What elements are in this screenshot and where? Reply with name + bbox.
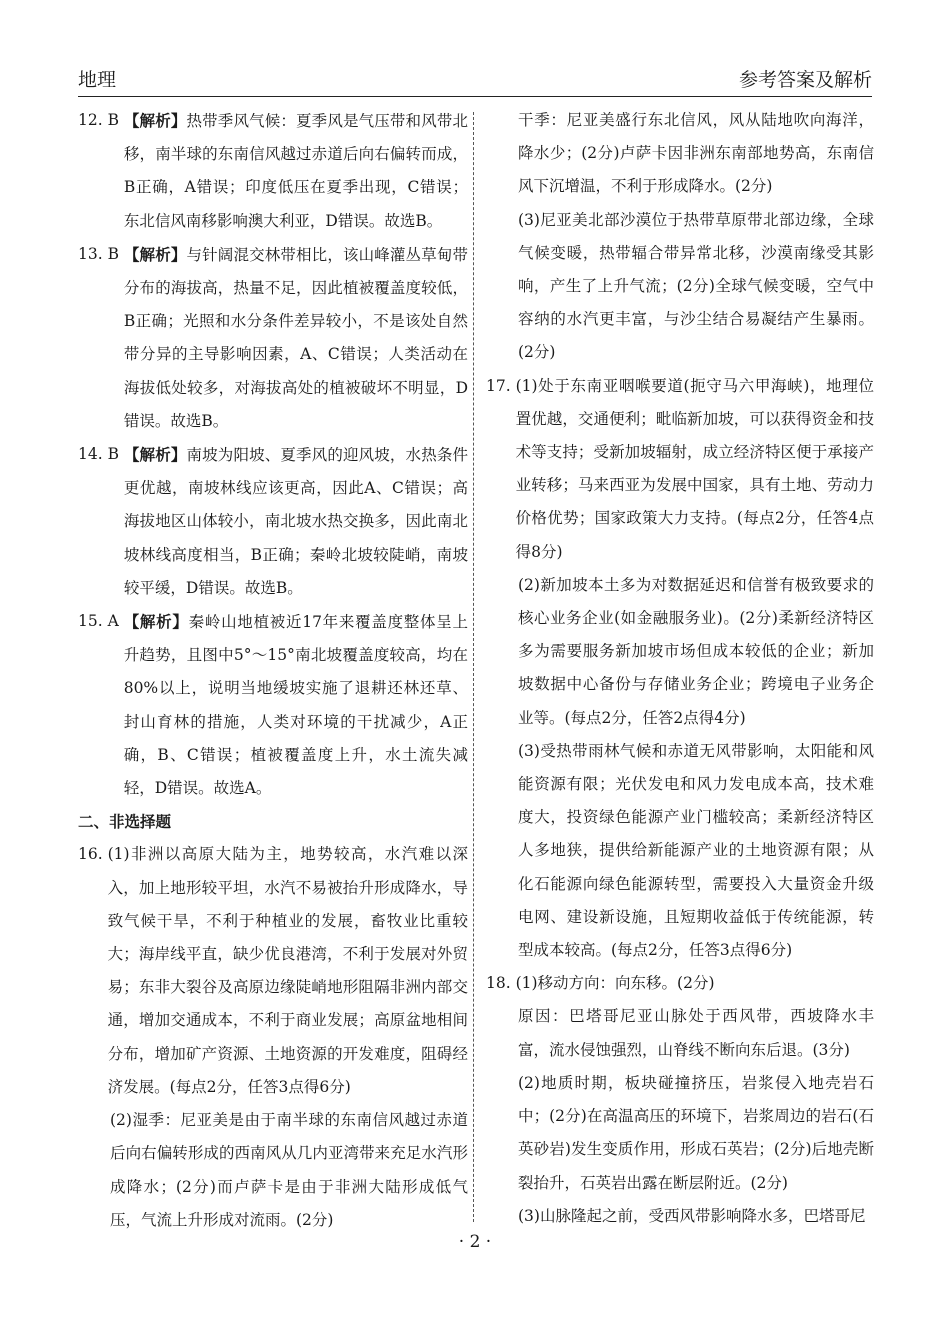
question-14	[78, 438, 468, 605]
header-title: 参考答案及解析	[738, 69, 872, 91]
question-16	[78, 838, 468, 1104]
question-12	[78, 104, 468, 238]
analysis-text: 秦岭山地植被近17年来覆盖度整体呈上升趋势，且图中5°～15°南北坡覆盖度较高，均在80%以上，说明当地缓坡实施了退耕还林还草、封山育林的措施，人类对环境的干扰减少，A正确，B、C错误；植被覆盖度上升，水土流失减轻，D错误。故选A。	[123, 613, 468, 798]
right-column	[486, 104, 874, 1233]
analysis-tag: 【解析】	[123, 244, 187, 264]
answer-part-3: (3)山脉隆起之前，受西风带影响降水多，巴塔哥尼	[518, 1206, 866, 1225]
page-number: · 2 ·	[458, 1232, 492, 1252]
question-15	[78, 605, 468, 805]
answer-part-3: (3)受热带雨林气候和赤道无风带影响，太阳能和风能资源有限；光伏发电和风力发电成本高，技术难度大，投资绿色能源产业门槛较高；柔新经济特区人多地狭，提供给新能源产业的土地资源有限；从化石能源向绿色能源转型，需要投入大量资金升级电网、建设新设施，且短期收益低于传统能源，转型成本较高。(每点2分，任答3点得6分)	[518, 741, 874, 960]
analysis-text: 热带季风气候：夏季风是气压带和风带北移，南半球的东南信风越过赤道后向右偏转而成，B正确，A错误；印度低压在夏季出现，C错误；东北信风南移影响澳大利亚，D错误。故选B。	[123, 112, 468, 230]
question-17	[486, 370, 874, 569]
question-number: 14. B	[78, 445, 124, 464]
analysis-tag: 【解析】	[123, 445, 187, 465]
answer-part-1: (1)移动方向：向东移。(2分)	[515, 974, 715, 993]
answer-part-3: (3)尼亚美北部沙漠位于热带草原带北部边缘，全球气候变暖，热带辐合带异常北移，沙漠南缘受其影响，产生了上升气流；(2分)全球气候变暖，空气中容纳的水汽更丰富，与沙尘结合易凝结产生暴雨。(2分)	[518, 210, 874, 362]
left-column	[78, 104, 468, 1237]
answer-part-2: (2)地质时期，板块碰撞挤压，岩浆侵入地壳岩石中；(2分)在高温高压的环境下，岩浆周边的岩石(石英砂岩)发生变质作用，形成石英岩；(2分)后地壳断裂抬升，石英岩出露在断层附近。(2分)	[518, 1073, 874, 1192]
answer-continuation: 干季：尼亚美盛行东北信风，风从陆地吹向海洋，降水少；(2分)卢萨卡因非洲东南部地势高，东南信风下沉增温，不利于形成降水。(2分)	[518, 111, 874, 196]
column-divider	[473, 112, 474, 1222]
page-header	[78, 58, 872, 97]
question-13	[78, 238, 468, 438]
question-number: 15. A	[78, 612, 124, 631]
question-number: 18.	[486, 974, 516, 993]
analysis-tag: 【解析】	[123, 111, 187, 130]
question-number: 17.	[486, 376, 516, 395]
answer-reason: 原因：巴塔哥尼亚山脉处于西风带，西坡降水丰富，流水侵蚀强烈，山脊线不断向东后退。(3分)	[518, 1007, 874, 1059]
answer-part-1: (1)非洲以高原大陆为主，地势较高，水汽难以深入，加上地形较平坦，水汽不易被抬升形成降水，导致气候干旱，不利于种植业的发展，畜牧业比重较大；海岸线平直，缺少优良港湾，不利于发展对外贸易；东非大裂谷及高原边缘陡峭地形阻隔非洲内部交通，增加交通成本，不利于商业发展；高原盆地相间分布，增加矿产资源、土地资源的开发难度，阻碍经济发展。(每点2分，任答3点得6分)	[107, 845, 468, 1096]
section-title: 二、非选择题	[78, 812, 172, 832]
question-number: 13. B	[78, 244, 124, 263]
question-18	[486, 967, 874, 1000]
question-number: 16.	[78, 845, 108, 864]
answer-part-1: (1)处于东南亚咽喉要道(扼守马六甲海峡)，地理位置优越，交通便利；毗临新加坡，可以获得资金和技术等支持；受新加坡辐射，成立经济特区便于承接产业转移；马来西亚为发展中国家，具有土地、劳动力价格优势；国家政策大力支持。(每点2分，任答4点得8分)	[515, 376, 874, 561]
analysis-tag: 【解析】	[123, 612, 189, 632]
header-subject: 地理	[78, 69, 117, 91]
question-number: 12. B	[78, 111, 124, 129]
analysis-text: 与针阔混交林带相比，该山峰灌丛草甸带分布的海拔高，热量不足，因此植被覆盖度较低，B正确；光照和水分条件差异较小，不是该处自然带分异的主导影响因素，A、C错误；人类活动在海拔低处较多，对海拔高处的植被破坏不明显，D错误。故选B。	[123, 245, 468, 430]
answer-part-2: (2)新加坡本土多为对数据延迟和信誉有极致要求的核心业务企业(如金融服务业)。(2分)柔新经济特区多为需要服务新加坡市场但成本较低的企业；新加坡数据中心备份与存储业务企业；跨境电子业务企业等。(每点2分，任答2点得4分)	[518, 575, 874, 727]
analysis-text: 南坡为阳坡、夏季风的迎风坡，水热条件更优越，南坡林线应该更高，因此A、C错误；高海拔地区山体较小，南北坡水热交换多，因此南北坡林线高度相当，B正确；秦岭北坡较陡峭，南坡较平缓，D错误。故选B。	[123, 446, 468, 597]
answer-part-2: (2)湿季：尼亚美是由于南半球的东南信风越过赤道后向右偏转形成的西南风从几内亚湾带来充足水汽形成降水；(2分)而卢萨卡是由于非洲大陆形成低气压，气流上升形成对流雨。(2分)	[110, 1111, 468, 1229]
